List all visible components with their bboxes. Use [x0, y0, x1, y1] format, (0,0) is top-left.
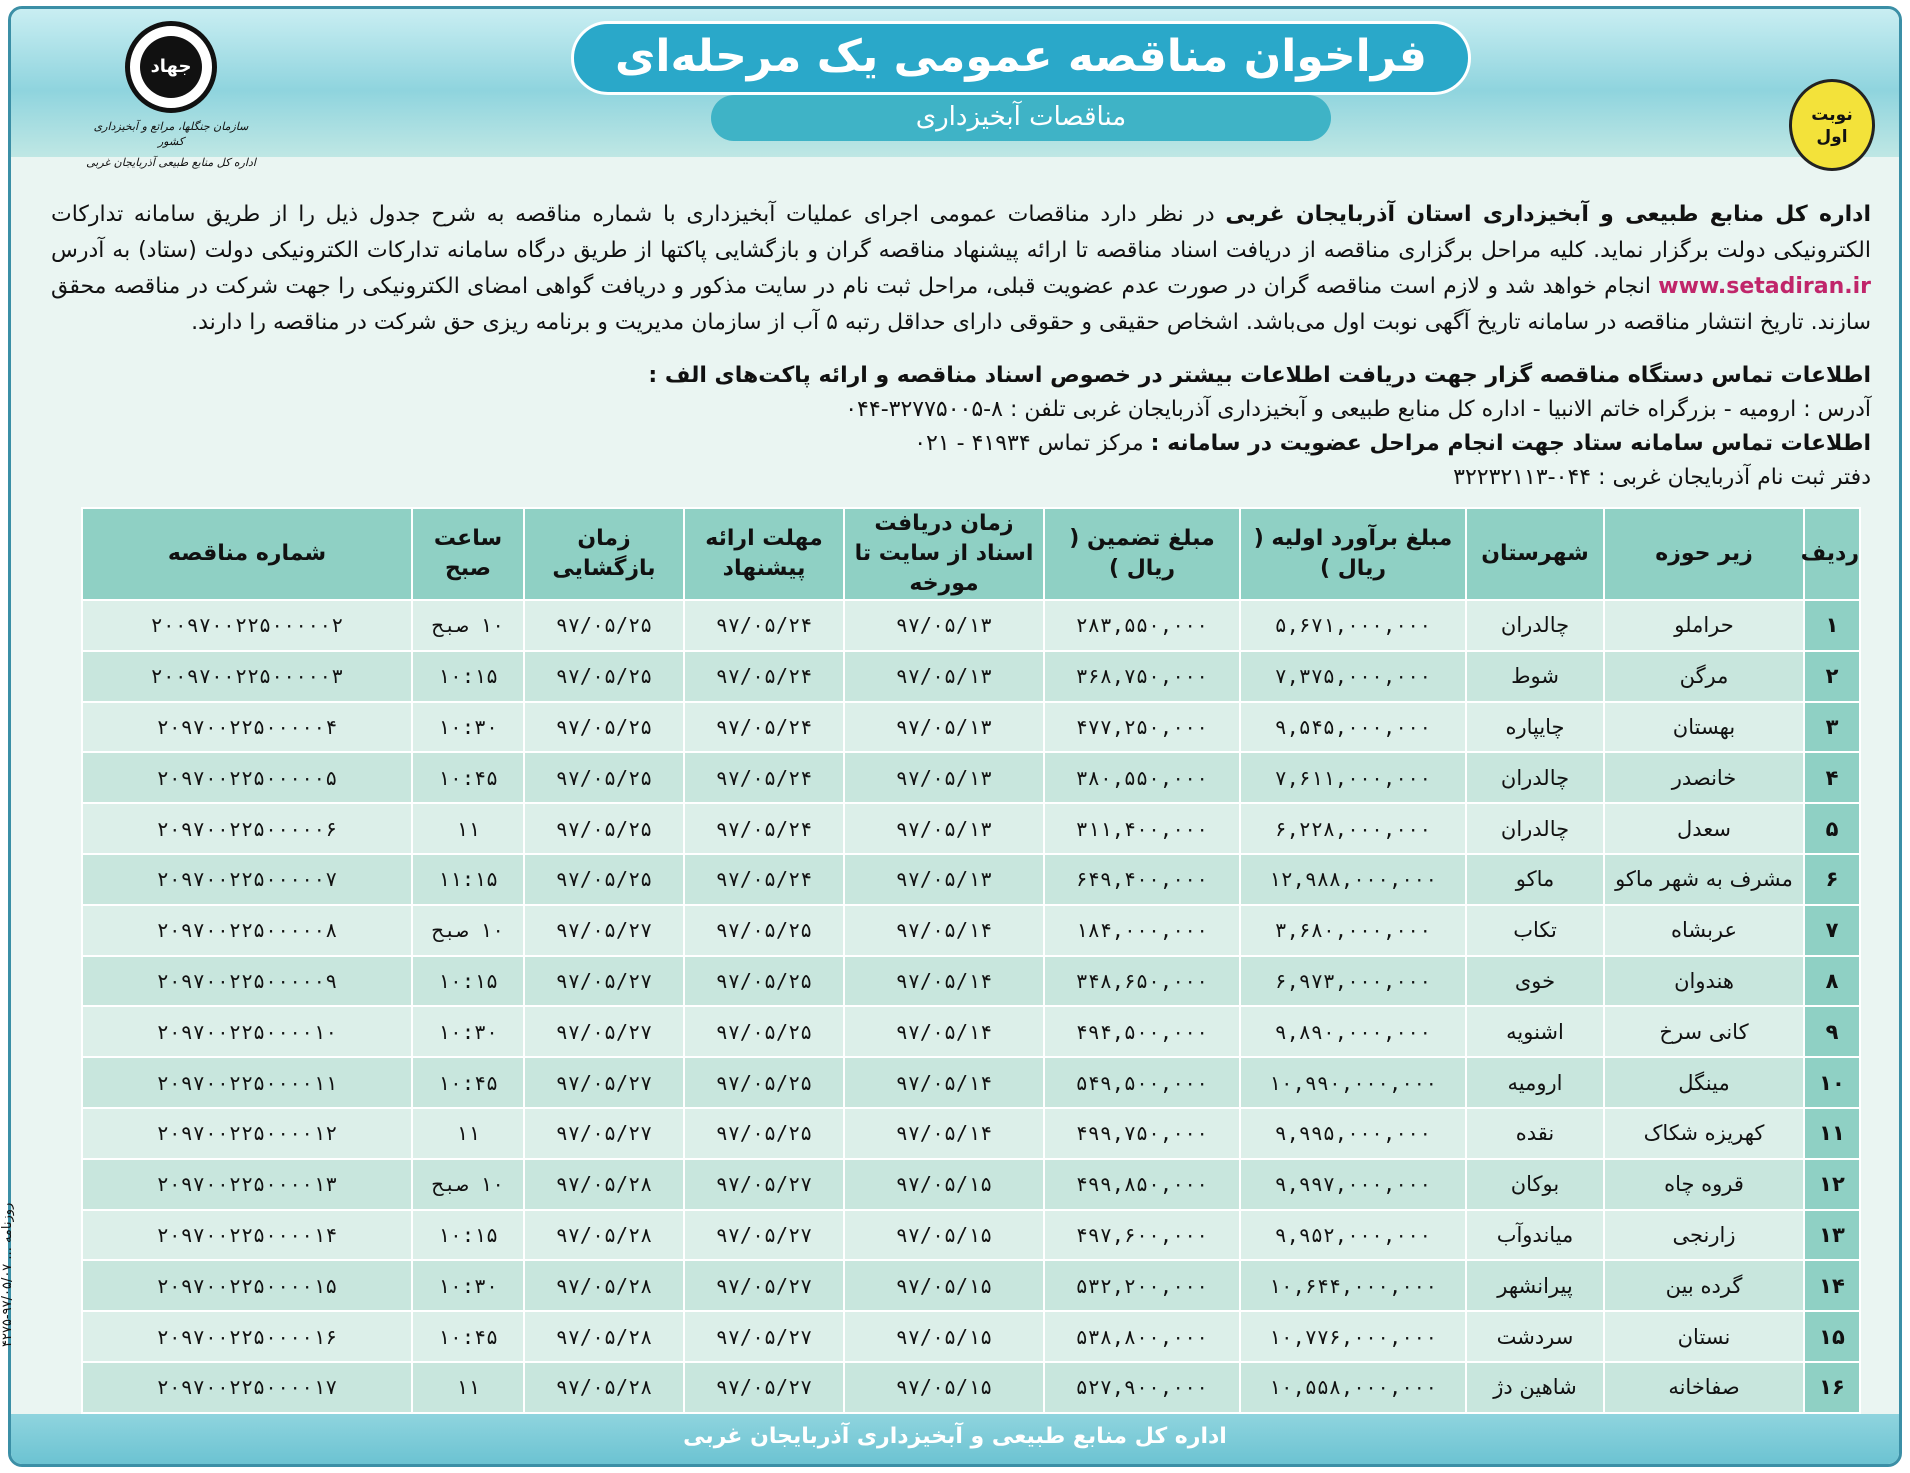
cell-row-number: ۷ [1804, 905, 1860, 956]
cell-opening: ۹۷/۰۵/۲۷ [524, 1057, 684, 1108]
cell-hour: ۱۰:۴۵ [412, 1311, 524, 1362]
cell-doc-receive: ۹۷/۰۵/۱۳ [844, 854, 1044, 905]
cell-deadline: ۹۷/۰۵/۲۴ [684, 803, 844, 854]
cell-row-number: ۱۴ [1804, 1260, 1860, 1311]
cell-hour: ۱۰:۱۵ [412, 1210, 524, 1261]
cell-hour: ۱۰:۴۵ [412, 752, 524, 803]
cell-tender-number: ۲۰۹۷۰۰۲۲۵۰۰۰۰۰۷ [82, 854, 412, 905]
cell-deadline: ۹۷/۰۵/۲۴ [684, 651, 844, 702]
cell-subarea: سعدل [1604, 803, 1804, 854]
cell-opening: ۹۷/۰۵/۲۵ [524, 600, 684, 651]
cell-deadline: ۹۷/۰۵/۲۵ [684, 1006, 844, 1057]
cell-subarea: مشرف به شهر ماکو [1604, 854, 1804, 905]
cell-tender-number: ۲۰۹۷۰۰۲۲۵۰۰۰۰۰۸ [82, 905, 412, 956]
cell-estimate: ۳,۶۸۰,۰۰۰,۰۰۰ [1240, 905, 1466, 956]
cell-deadline: ۹۷/۰۵/۲۷ [684, 1210, 844, 1261]
cell-opening: ۹۷/۰۵/۲۸ [524, 1311, 684, 1362]
cell-subarea: صفاخانه [1604, 1362, 1804, 1413]
table-row [82, 600, 1860, 651]
cell-doc-receive: ۹۷/۰۵/۱۵ [844, 1311, 1044, 1362]
cell-deadline: ۹۷/۰۵/۲۴ [684, 702, 844, 753]
cell-estimate: ۶,۹۷۳,۰۰۰,۰۰۰ [1240, 956, 1466, 1007]
header-opening: زمان بازگشایی [524, 508, 684, 600]
cell-hour: ۱۰ صبح [412, 905, 524, 956]
header-guarantee: مبلغ تضمین ( ریال ) [1044, 508, 1240, 600]
contact-heading-2 [51, 427, 1871, 461]
cell-guarantee: ۳۴۸,۶۵۰,۰۰۰ [1044, 956, 1240, 1007]
header-estimate: مبلغ برآورد اولیه ( ریال ) [1240, 508, 1466, 600]
logo-caption-2: اداره کل منابع طبیعی آذربایجان غربی [86, 156, 256, 169]
cell-opening: ۹۷/۰۵/۲۵ [524, 651, 684, 702]
cell-guarantee: ۴۷۷,۲۵۰,۰۰۰ [1044, 702, 1240, 753]
cell-county: شوط [1466, 651, 1604, 702]
table-row [82, 1006, 1860, 1057]
table-row [82, 752, 1860, 803]
cell-guarantee: ۴۹۷,۶۰۰,۰۰۰ [1044, 1210, 1240, 1261]
call-center: مرکز تماس ۴۱۹۳۴ - ۰۲۱ [914, 431, 1151, 456]
footer-band [11, 1414, 1899, 1464]
cell-opening: ۹۷/۰۵/۲۷ [524, 1006, 684, 1057]
cell-subarea: گرده بین [1604, 1260, 1804, 1311]
cell-opening: ۹۷/۰۵/۲۸ [524, 1210, 684, 1261]
cell-opening: ۹۷/۰۵/۲۸ [524, 1260, 684, 1311]
cell-tender-number: ۲۰۹۷۰۰۲۲۵۰۰۰۰۱۴ [82, 1210, 412, 1261]
cell-row-number: ۱۲ [1804, 1159, 1860, 1210]
table-row [82, 905, 1860, 956]
cell-county: پیرانشهر [1466, 1260, 1604, 1311]
cell-tender-number: ۲۰۹۷۰۰۲۲۵۰۰۰۰۱۵ [82, 1260, 412, 1311]
header-hour: ساعت صبح [412, 508, 524, 600]
cell-estimate: ۹,۹۹۵,۰۰۰,۰۰۰ [1240, 1108, 1466, 1159]
cell-doc-receive: ۹۷/۰۵/۱۳ [844, 702, 1044, 753]
cell-subarea: کهریزه شکاک [1604, 1108, 1804, 1159]
cell-county: میاندوآب [1466, 1210, 1604, 1261]
cell-row-number: ۵ [1804, 803, 1860, 854]
cell-tender-number: ۲۰۹۷۰۰۲۲۵۰۰۰۰۱۶ [82, 1311, 412, 1362]
cell-guarantee: ۵۲۷,۹۰۰,۰۰۰ [1044, 1362, 1240, 1413]
cell-subarea: هندوان [1604, 956, 1804, 1007]
cell-row-number: ۸ [1804, 956, 1860, 1007]
notice-title: فراخوان مناقصه عمومی یک مرحله‌ای [571, 21, 1471, 95]
header-row-number: ردیف [1804, 508, 1860, 600]
cell-deadline: ۹۷/۰۵/۲۴ [684, 752, 844, 803]
contact-address: آدرس : ارومیه - بزرگراه خاتم الانبیا - اداره کل منابع طبیعی و آبخیزداری آذربایجان غربی تلفن : ۸-۳۲۷۷۵۰۰۵-۰۴۴ [845, 397, 1871, 422]
cell-estimate: ۱۰,۵۵۸,۰۰۰,۰۰۰ [1240, 1362, 1466, 1413]
cell-guarantee: ۲۸۳,۵۵۰,۰۰۰ [1044, 600, 1240, 651]
cell-guarantee: ۱۸۴,۰۰۰,۰۰۰ [1044, 905, 1240, 956]
logo-emblem-icon [125, 21, 217, 113]
cell-estimate: ۹,۹۵۲,۰۰۰,۰۰۰ [1240, 1210, 1466, 1261]
table-row [82, 1108, 1860, 1159]
cell-tender-number: ۲۰۹۷۰۰۲۲۵۰۰۰۰۰۶ [82, 803, 412, 854]
side-print-note: روزنامه ... ۹۷/۰۵/۰۷-۴۲۷۵ [0, 1202, 15, 1348]
cell-deadline: ۹۷/۰۵/۲۵ [684, 905, 844, 956]
cell-hour: ۱۰:۱۵ [412, 651, 524, 702]
cell-tender-number: ۲۰۹۷۰۰۲۲۵۰۰۰۰۱۲ [82, 1108, 412, 1159]
table-row [82, 651, 1860, 702]
table-row [82, 702, 1860, 753]
cell-row-number: ۱۳ [1804, 1210, 1860, 1261]
cell-doc-receive: ۹۷/۰۵/۱۴ [844, 1057, 1044, 1108]
cell-hour: ۱۰:۳۰ [412, 1006, 524, 1057]
cell-guarantee: ۳۱۱,۴۰۰,۰۰۰ [1044, 803, 1240, 854]
cell-doc-receive: ۹۷/۰۵/۱۴ [844, 905, 1044, 956]
contact-heading-2-text: اطلاعات تماس سامانه ستاد جهت انجام مراحل عضویت در سامانه : [1150, 431, 1871, 456]
cell-estimate: ۷,۶۱۱,۰۰۰,۰۰۰ [1240, 752, 1466, 803]
cell-subarea: نستان [1604, 1311, 1804, 1362]
tender-table-body [82, 600, 1860, 1413]
cell-guarantee: ۶۴۹,۴۰۰,۰۰۰ [1044, 854, 1240, 905]
contact-heading-1-text: اطلاعات تماس دستگاه مناقصه گزار جهت دریافت اطلاعات بیشتر در خصوص اسناد مناقصه و ارائه پاکت‌های الف : [648, 363, 1871, 388]
cell-deadline: ۹۷/۰۵/۲۵ [684, 956, 844, 1007]
cell-opening: ۹۷/۰۵/۲۷ [524, 905, 684, 956]
cell-row-number: ۴ [1804, 752, 1860, 803]
cell-county: چالدران [1466, 803, 1604, 854]
cell-row-number: ۲ [1804, 651, 1860, 702]
website-link[interactable]: www.setadiran.ir [1658, 274, 1871, 299]
cell-subarea: حراملو [1604, 600, 1804, 651]
cell-opening: ۹۷/۰۵/۲۸ [524, 1362, 684, 1413]
cell-subarea: خانصدر [1604, 752, 1804, 803]
cell-doc-receive: ۹۷/۰۵/۱۴ [844, 956, 1044, 1007]
cell-doc-receive: ۹۷/۰۵/۱۴ [844, 1108, 1044, 1159]
cell-guarantee: ۳۸۰,۵۵۰,۰۰۰ [1044, 752, 1240, 803]
cell-deadline: ۹۷/۰۵/۲۷ [684, 1362, 844, 1413]
cell-estimate: ۹,۵۴۵,۰۰۰,۰۰۰ [1240, 702, 1466, 753]
header-band [11, 9, 1899, 169]
cell-deadline: ۹۷/۰۵/۲۵ [684, 1108, 844, 1159]
cell-tender-number: ۲۰۹۷۰۰۲۲۵۰۰۰۰۰۴ [82, 702, 412, 753]
cell-hour: ۱۰:۳۰ [412, 702, 524, 753]
cell-doc-receive: ۹۷/۰۵/۱۵ [844, 1159, 1044, 1210]
cell-guarantee: ۴۹۹,۷۵۰,۰۰۰ [1044, 1108, 1240, 1159]
organization-name: اداره کل منابع طبیعی و آبخیزداری استان آذربایجان غربی [1225, 202, 1872, 227]
intro-paragraph [51, 197, 1871, 341]
cell-row-number: ۱ [1804, 600, 1860, 651]
cell-subarea: زارنجی [1604, 1210, 1804, 1261]
cell-row-number: ۱۱ [1804, 1108, 1860, 1159]
cell-opening: ۹۷/۰۵/۲۵ [524, 803, 684, 854]
cell-tender-number: ۲۰۰۹۷۰۰۲۲۵۰۰۰۰۰۳ [82, 651, 412, 702]
table-row [82, 1159, 1860, 1210]
cell-hour: ۱۰:۴۵ [412, 1057, 524, 1108]
cell-doc-receive: ۹۷/۰۵/۱۳ [844, 651, 1044, 702]
cell-doc-receive: ۹۷/۰۵/۱۳ [844, 752, 1044, 803]
cell-tender-number: ۲۰۹۷۰۰۲۲۵۰۰۰۰۱۷ [82, 1362, 412, 1413]
cell-opening: ۹۷/۰۵/۲۸ [524, 1159, 684, 1210]
cell-estimate: ۱۰,۶۴۴,۰۰۰,۰۰۰ [1240, 1260, 1466, 1311]
tender-table [81, 507, 1861, 1414]
cell-opening: ۹۷/۰۵/۲۵ [524, 702, 684, 753]
header-tender-number: شماره مناقصه [82, 508, 412, 600]
cell-opening: ۹۷/۰۵/۲۵ [524, 752, 684, 803]
cell-tender-number: ۲۰۹۷۰۰۲۲۵۰۰۰۰۱۰ [82, 1006, 412, 1057]
cell-row-number: ۶ [1804, 854, 1860, 905]
table-row [82, 1362, 1860, 1413]
cell-county: چالدران [1466, 600, 1604, 651]
cell-subarea: عربشاه [1604, 905, 1804, 956]
cell-deadline: ۹۷/۰۵/۲۷ [684, 1159, 844, 1210]
cell-county: خوی [1466, 956, 1604, 1007]
cell-estimate: ۱۲,۹۸۸,۰۰۰,۰۰۰ [1240, 854, 1466, 905]
table-row [82, 1260, 1860, 1311]
table-row [82, 854, 1860, 905]
cell-subarea: کانی سرخ [1604, 1006, 1804, 1057]
logo-caption-1: سازمان جنگلها، مراتع و آبخیزداری کشور [93, 120, 249, 148]
cell-hour: ۱۱ [412, 803, 524, 854]
cell-estimate: ۷,۳۷۵,۰۰۰,۰۰۰ [1240, 651, 1466, 702]
cell-opening: ۹۷/۰۵/۲۷ [524, 1108, 684, 1159]
table-row [82, 1210, 1860, 1261]
registry-office: دفتر ثبت نام آذربایجان غربی : ۰۴۴-۳۲۲۳۲۱۱۳ [1453, 465, 1871, 490]
cell-hour: ۱۰:۳۰ [412, 1260, 524, 1311]
cell-opening: ۹۷/۰۵/۲۵ [524, 854, 684, 905]
cell-hour: ۱۰:۱۵ [412, 956, 524, 1007]
logo-inner-text: جهاد [140, 36, 202, 98]
cell-guarantee: ۳۶۸,۷۵۰,۰۰۰ [1044, 651, 1240, 702]
notice-subtitle: مناقصات آبخیزداری [711, 95, 1331, 141]
badge-line-2: اول [1816, 127, 1848, 147]
cell-deadline: ۹۷/۰۵/۲۴ [684, 854, 844, 905]
cell-doc-receive: ۹۷/۰۵/۱۴ [844, 1006, 1044, 1057]
cell-subarea: قروه چاه [1604, 1159, 1804, 1210]
cell-guarantee: ۵۴۹,۵۰۰,۰۰۰ [1044, 1057, 1240, 1108]
cell-row-number: ۳ [1804, 702, 1860, 753]
cell-guarantee: ۵۳۸,۸۰۰,۰۰۰ [1044, 1311, 1240, 1362]
header-doc-receive: زمان دریافت اسناد از سایت تا مورخه [844, 508, 1044, 600]
cell-county: اشنویه [1466, 1006, 1604, 1057]
cell-hour: ۱۰ صبح [412, 1159, 524, 1210]
cell-estimate: ۶,۲۲۸,۰۰۰,۰۰۰ [1240, 803, 1466, 854]
cell-guarantee: ۵۳۲,۲۰۰,۰۰۰ [1044, 1260, 1240, 1311]
intro-text-2: انجام خواهد شد و لازم است مناقصه گران در صورت عدم عضویت قبلی، مراحل ثبت نام در سایت مذکور و دریافت گواهی امضای الکترونیکی را جهت شرکت در مناقصه محقق سازند. تاریخ انتشار مناقصه در سامانه تاریخ آگهی نوبت اول می‌باشد. اشخاص حقیقی و حقوقی دارای حداقل رتبه ۵ آب از سازمان مدیریت و برنامه ریزی حق شرکت در مناقصه را دارند. [51, 274, 1871, 335]
header-county: شهرستان [1466, 508, 1604, 600]
cell-doc-receive: ۹۷/۰۵/۱۳ [844, 803, 1044, 854]
cell-county: سردشت [1466, 1311, 1604, 1362]
cell-deadline: ۹۷/۰۵/۲۷ [684, 1311, 844, 1362]
first-turn-badge [1789, 79, 1875, 171]
cell-row-number: ۹ [1804, 1006, 1860, 1057]
cell-opening: ۹۷/۰۵/۲۷ [524, 956, 684, 1007]
cell-county: شاهین دژ [1466, 1362, 1604, 1413]
intro-text-1: در نظر دارد مناقصات عمومی اجرای عملیات آبخیزداری با شماره مناقصه به شرح جدول ذیل را از طریق سامانه تدارکات الکترونیکی دولت برگزار نماید. کلیه مراحل برگزاری مناقصه از دریافت اسناد مناقصه تا ارائه پیشنهاد مناقصه گران و بازگشایی پاکتها از طریق درگاه سامانه تدارکات الکترونیکی دولت (ستاد) به آدرس [51, 202, 1871, 263]
cell-hour: ۱۰ صبح [412, 600, 524, 651]
cell-county: ارومیه [1466, 1057, 1604, 1108]
cell-deadline: ۹۷/۰۵/۲۷ [684, 1260, 844, 1311]
footer-text: اداره کل منابع طبیعی و آبخیزداری آذربایجان غربی [683, 1424, 1227, 1449]
cell-subarea: مرگن [1604, 651, 1804, 702]
cell-deadline: ۹۷/۰۵/۲۴ [684, 600, 844, 651]
cell-doc-receive: ۹۷/۰۵/۱۵ [844, 1362, 1044, 1413]
cell-county: تکاب [1466, 905, 1604, 956]
badge-line-1: نوبت [1811, 105, 1853, 125]
cell-hour: ۱۱ [412, 1108, 524, 1159]
cell-row-number: ۱۵ [1804, 1311, 1860, 1362]
cell-tender-number: ۲۰۹۷۰۰۲۲۵۰۰۰۰۱۳ [82, 1159, 412, 1210]
cell-row-number: ۱۰ [1804, 1057, 1860, 1108]
header-subarea: زیر حوزه [1604, 508, 1804, 600]
contact-heading-1 [51, 359, 1871, 393]
cell-estimate: ۱۰,۷۷۶,۰۰۰,۰۰۰ [1240, 1311, 1466, 1362]
cell-deadline: ۹۷/۰۵/۲۵ [684, 1057, 844, 1108]
cell-hour: ۱۱:۱۵ [412, 854, 524, 905]
cell-estimate: ۱۰,۹۹۰,۰۰۰,۰۰۰ [1240, 1057, 1466, 1108]
cell-tender-number: ۲۰۹۷۰۰۲۲۵۰۰۰۰۰۹ [82, 956, 412, 1007]
cell-doc-receive: ۹۷/۰۵/۱۵ [844, 1260, 1044, 1311]
cell-guarantee: ۴۹۴,۵۰۰,۰۰۰ [1044, 1006, 1240, 1057]
cell-tender-number: ۲۰۹۷۰۰۲۲۵۰۰۰۰۰۵ [82, 752, 412, 803]
cell-tender-number: ۲۰۹۷۰۰۲۲۵۰۰۰۰۱۱ [82, 1057, 412, 1108]
header-deadline: مهلت ارائه پیشنهاد [684, 508, 844, 600]
cell-hour: ۱۱ [412, 1362, 524, 1413]
cell-county: ماکو [1466, 854, 1604, 905]
cell-county: چایپاره [1466, 702, 1604, 753]
cell-tender-number: ۲۰۰۹۷۰۰۲۲۵۰۰۰۰۰۲ [82, 600, 412, 651]
cell-row-number: ۱۶ [1804, 1362, 1860, 1413]
table-row [82, 803, 1860, 854]
table-row [82, 956, 1860, 1007]
cell-guarantee: ۴۹۹,۸۵۰,۰۰۰ [1044, 1159, 1240, 1210]
organization-logo [81, 21, 261, 181]
cell-estimate: ۹,۸۹۰,۰۰۰,۰۰۰ [1240, 1006, 1466, 1057]
cell-county: چالدران [1466, 752, 1604, 803]
cell-doc-receive: ۹۷/۰۵/۱۳ [844, 600, 1044, 651]
cell-subarea: مینگل [1604, 1057, 1804, 1108]
table-row [82, 1057, 1860, 1108]
cell-estimate: ۵,۶۷۱,۰۰۰,۰۰۰ [1240, 600, 1466, 651]
cell-doc-receive: ۹۷/۰۵/۱۵ [844, 1210, 1044, 1261]
cell-subarea: بهستان [1604, 702, 1804, 753]
table-header-row [82, 508, 1860, 600]
cell-estimate: ۹,۹۹۷,۰۰۰,۰۰۰ [1240, 1159, 1466, 1210]
notice-frame [8, 6, 1902, 1467]
table-row [82, 1311, 1860, 1362]
cell-county: نقده [1466, 1108, 1604, 1159]
cell-county: بوکان [1466, 1159, 1604, 1210]
